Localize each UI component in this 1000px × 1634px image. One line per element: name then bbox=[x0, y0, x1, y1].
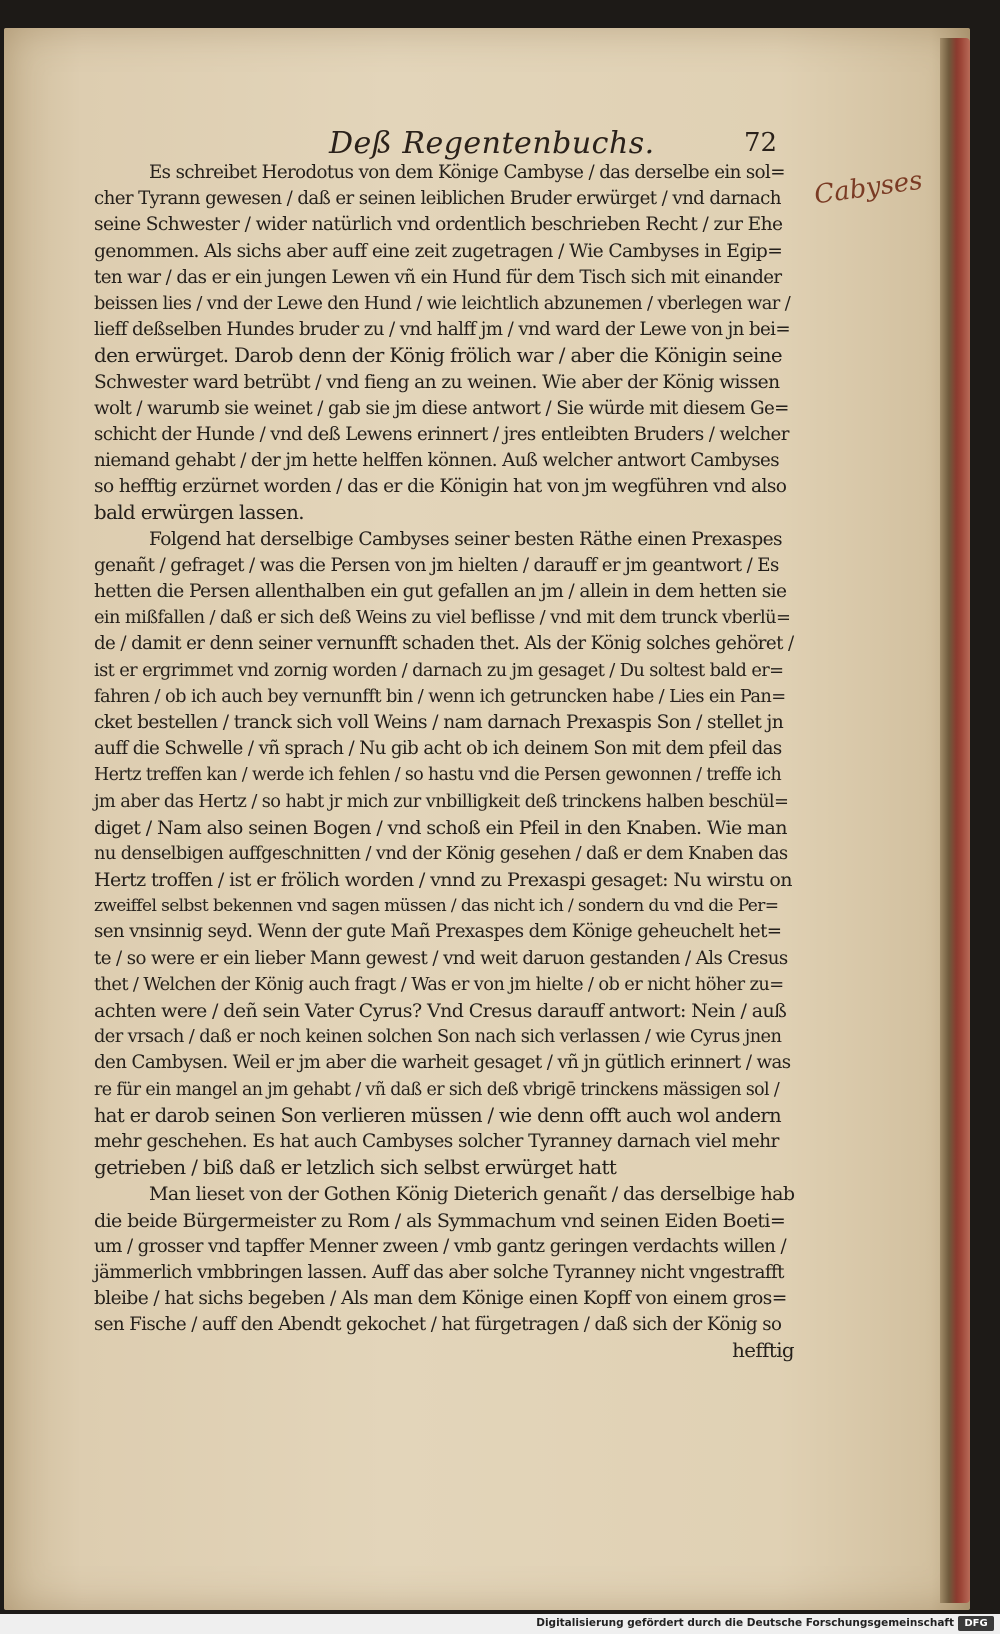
text-line: fahren / ob ich auch bey vernunfft bin / wenn ich getruncken habe / Lies ein Pan= bbox=[94, 685, 786, 707]
text-line: Hertz treffen kan / werde ich fehlen / so hastu vnd die Persen gewonnen / treffe ich bbox=[94, 765, 782, 786]
text-line: niemand gehabt / der jm hette helffen können. Auß welcher antwort Cambyses bbox=[94, 450, 779, 472]
text-line: getrieben / biß daß er letzlich sich selbst erwürget hatt bbox=[94, 1156, 617, 1180]
text-line: Es schreibet Herodotus von dem Könige Cambyse / das derselbe ein sol= bbox=[149, 162, 785, 183]
text-line: den Cambysen. Weil er jm aber die warheit gesaget / vñ jn gütlich erinnert / was bbox=[94, 1052, 791, 1074]
text-line: auff die Schwelle / vñ sprach / Nu gib acht ob ich deinem Son mit dem pfeil das bbox=[94, 738, 782, 760]
footer-bar bbox=[0, 1614, 1000, 1634]
text-line: ist er ergrimmet vnd zornig worden / darnach zu jm gesaget / Du soltest bald er= bbox=[94, 659, 784, 681]
text-line: wolt / warumb sie weinet / gab sie jm diese antwort / Sie würde mit diesem Ge= bbox=[94, 397, 789, 419]
page-number: 72 bbox=[744, 128, 778, 158]
text-line: Man lieset von der Gothen König Dieterich genañt / das derselbige hab bbox=[149, 1183, 795, 1206]
text-line: die beide Bürgermeister zu Rom / als Symmachum vnd seinen Eiden Boeti= bbox=[94, 1209, 786, 1232]
text-line: achten were / deñ sein Vater Cyrus? Vnd Cresus darauff antwort: Nein / auß bbox=[94, 1000, 787, 1022]
book-page bbox=[4, 28, 970, 1610]
text-line: cket bestellen / tranck sich voll Weins / nam darnach Prexaspis Son / stellet jn bbox=[94, 711, 784, 733]
text-line: jm aber das Hertz / so habt jr mich zur vnbilligkeit deß trinckens halben beschül= bbox=[94, 790, 789, 812]
text-line: re für ein mangel an jm gehabt / vñ daß er sich deß vbrigē trinckens mässigen sol / bbox=[94, 1079, 780, 1100]
text-line: thet / Welchen der König auch fragt / Was er von jm hielte / ob er nicht höher zu= bbox=[94, 973, 784, 995]
footer-credit: Digitalisierung gefördert durch die Deutsche Forschungsgemeinschaft bbox=[536, 1617, 954, 1629]
text-line: sen vnsinnig seyd. Wenn der gute Mañ Prexaspes dem Könige geheuchelt het= bbox=[94, 921, 782, 943]
text-line: so hefftig erzürnet worden / das er die Königin hat von jm wegführen vnd also bbox=[94, 476, 787, 498]
text-line: hat er darob seinen Son verlieren müssen / wie denn offt auch wol andern bbox=[94, 1103, 781, 1127]
running-title: Deß Regentenbuchs. bbox=[329, 126, 655, 161]
text-line: ein mißfallen / daß er sich deß Weins zu viel beflisse / vnd mit dem trunck vberlü= bbox=[94, 607, 791, 629]
text-line: jämmerlich vmbbringen lassen. Auff das aber solche Tyranney nicht vngestrafft bbox=[94, 1261, 784, 1283]
text-line: diget / Nam also seinen Bogen / vnd schoß ein Pfeil in den Knaben. Wie man bbox=[94, 816, 787, 839]
body-text bbox=[94, 160, 794, 1365]
dfg-logo: DFG bbox=[958, 1616, 994, 1631]
page-edge bbox=[940, 38, 970, 1603]
text-line: sen Fische / auff den Abendt gekochet / hat fürgetragen / daß sich der König so bbox=[94, 1314, 782, 1336]
text-line: Folgend hat derselbige Cambyses seiner besten Räthe einen Prexaspes bbox=[149, 528, 782, 550]
text-line: der vrsach / daß er noch keinen solchen Son nach sich verlassen / wie Cyrus jnen bbox=[94, 1026, 782, 1048]
text-line: lieff deßselben Hundes bruder zu / vnd halff jm / vnd ward der Lewe von jn bei= bbox=[94, 319, 791, 341]
marginal-note: Cabyses bbox=[812, 165, 925, 211]
page-header bbox=[4, 106, 970, 166]
text-line: genañt / gefraget / was die Persen von jm hielten / darauff er jm geantwort / Es bbox=[94, 554, 779, 576]
text-line: cher Tyrann gewesen / daß er seinen leiblichen Bruder erwürget / vnd darnach bbox=[94, 188, 781, 210]
text-line: nu denselbigen auffgeschnitten / vnd der König gesehen / daß er dem Knaben das bbox=[94, 842, 788, 864]
text-line: um / grosser vnd tapffer Menner zween / vmb gantz geringen verdachts willen / bbox=[94, 1235, 786, 1257]
text-line: zweiffel selbst bekennen vnd sagen müssen / das nicht ich / sondern du vnd die Per= bbox=[94, 896, 779, 917]
text-line: de / damit er denn seiner vernunfft schaden thet. Als der König solches gehöret / bbox=[94, 633, 794, 655]
text-line: schicht der Hunde / vnd deß Lewens erinnert / jres entleibten Bruders / welcher bbox=[94, 423, 789, 445]
text-line: bald erwürgen lassen. bbox=[94, 501, 304, 525]
text-line: Hertz troffen / ist er frölich worden / vnnd zu Prexaspi gesaget: Nu wirstu on bbox=[94, 869, 792, 892]
text-line: mehr geschehen. Es hat auch Cambyses solcher Tyranney darnach viel mehr bbox=[94, 1130, 779, 1152]
text-line: den erwürget. Darob denn der König frölich war / aber die Königin seine bbox=[94, 344, 783, 368]
text-line: Schwester ward betrübt / vnd fieng an zu weinen. Wie aber der König wissen bbox=[94, 371, 780, 393]
text-line: beissen lies / vnd der Lewe den Hund / wie leichtlich abzunemen / vberlegen war / bbox=[94, 292, 791, 314]
text-line: genommen. Als sichs aber auff eine zeit zugetragen / Wie Cambyses in Egip= bbox=[94, 240, 783, 262]
text-line: hetten die Persen allenthalben ein gut gefallen an jm / allein in dem hetten sie bbox=[94, 581, 787, 602]
text-line: hefftig bbox=[732, 1339, 794, 1363]
text-line: ten war / das er ein jungen Lewen vñ ein Hund für dem Tisch sich mit einander bbox=[94, 266, 782, 288]
text-line: seine Schwester / wider natürlich vnd ordentlich beschrieben Recht / zur Ehe bbox=[94, 214, 783, 236]
text-line: bleibe / hat sichs begeben / Als man dem Könige einen Kopff von einem gros= bbox=[94, 1288, 787, 1310]
text-line: te / so were er ein lieber Mann gewest / vnd weit daruon gestanden / Als Cresus bbox=[94, 947, 788, 969]
